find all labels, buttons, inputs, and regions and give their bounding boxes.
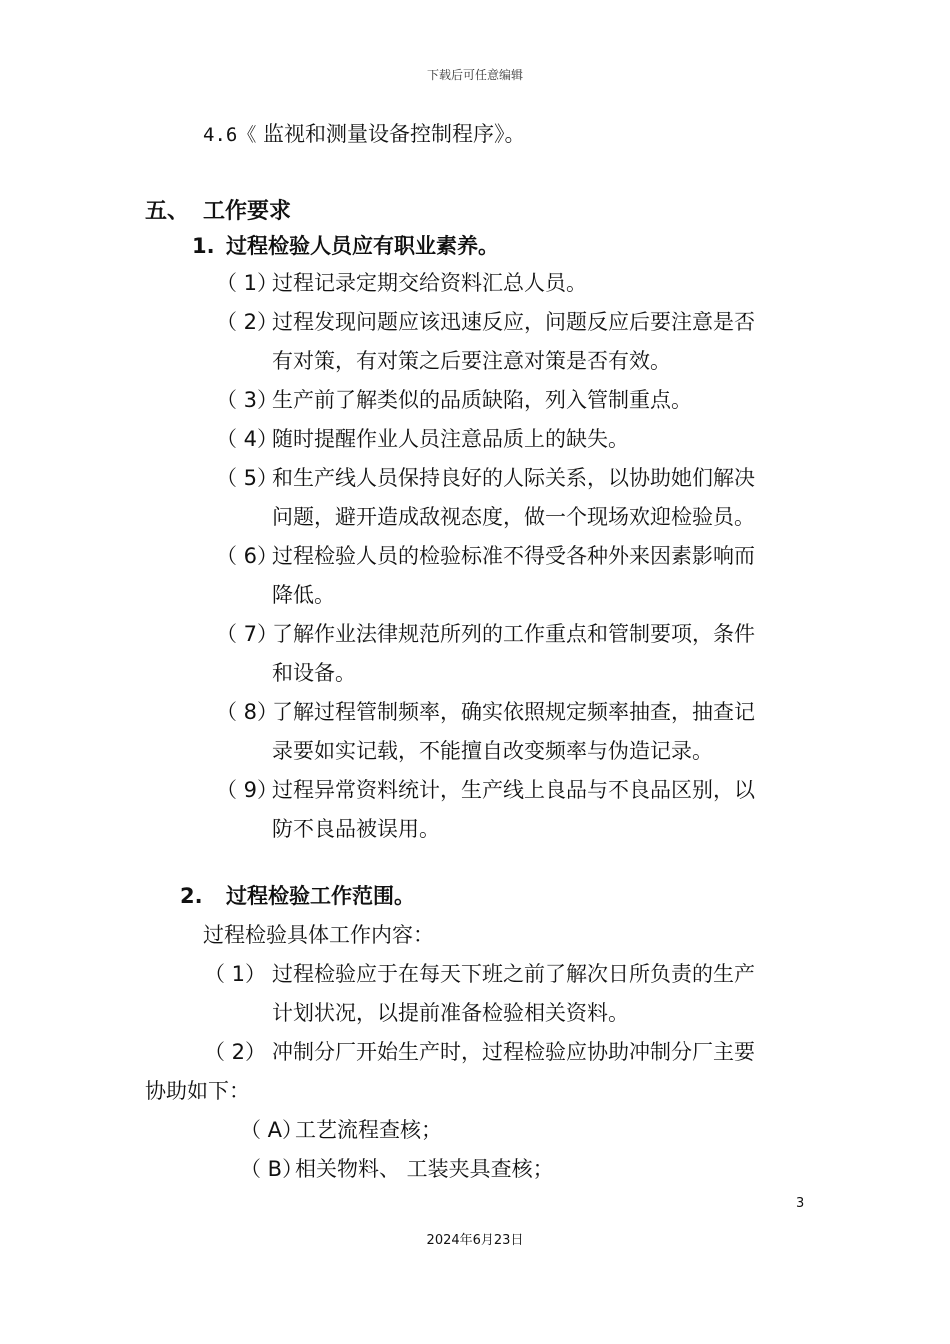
requirement-item-5-line-1: 和生产线人员保持良好的人际关系，以协助她们解决 bbox=[272, 466, 755, 490]
requirement-item-7-line-2: 和设备。 bbox=[272, 661, 356, 685]
subitem-a-number: （ A） bbox=[240, 1118, 304, 1142]
requirement-item-4-number: （ 4） bbox=[216, 427, 279, 451]
scope-item-1-number: （ 1） bbox=[204, 962, 267, 986]
section-5-title: 工作要求 bbox=[203, 199, 292, 224]
requirement-item-7-number: （ 7） bbox=[216, 622, 279, 646]
requirement-item-2-number: （ 2） bbox=[216, 310, 279, 334]
subsection-2-title: 过程检验工作范围。 bbox=[226, 884, 415, 908]
scope-intro: 过程检验具体工作内容： bbox=[203, 923, 434, 947]
page-number: 3 bbox=[796, 1196, 805, 1211]
requirement-item-1-line-1: 过程记录定期交给资料汇总人员。 bbox=[272, 271, 587, 295]
requirement-item-8-line-1: 了解过程管制频率，确实依照规定频率抽查，抽查记 bbox=[272, 700, 755, 724]
scope-item-2-continuation: 协助如下： bbox=[145, 1079, 250, 1103]
requirement-item-8-number: （ 8） bbox=[216, 700, 279, 724]
requirement-item-7-line-1: 了解作业法律规范所列的工作重点和管制要项，条件 bbox=[272, 622, 755, 646]
requirement-item-9-number: （ 9） bbox=[216, 778, 279, 802]
requirement-item-3-number: （ 3） bbox=[216, 388, 279, 412]
requirement-item-2-line-2: 有对策，有对策之后要注意对策是否有效。 bbox=[272, 349, 671, 373]
requirement-item-3-line-1: 生产前了解类似的品质缺陷，列入管制重点。 bbox=[272, 388, 692, 412]
requirement-item-5-line-2: 问题，避开造成敌视态度，做一个现场欢迎检验员。 bbox=[272, 505, 755, 529]
requirement-item-9-line-2: 防不良品被误用。 bbox=[272, 817, 440, 841]
scope-item-2-number: （ 2） bbox=[204, 1040, 267, 1064]
requirement-item-9-line-1: 过程异常资料统计，生产线上良品与不良品区别，以 bbox=[272, 778, 755, 802]
requirement-item-8-line-2: 录要如实记载，不能擅自改变频率与伪造记录。 bbox=[272, 739, 713, 763]
subitem-b-text: 相关物料、 工装夹具查核； bbox=[295, 1157, 554, 1181]
section-5-number: 五、 bbox=[145, 199, 190, 224]
subsection-1-title: 过程检验人员应有职业素养。 bbox=[226, 234, 499, 258]
ref-text: 监视和测量设备控制程序》。 bbox=[263, 122, 526, 146]
ref-line bbox=[203, 120, 526, 149]
requirement-item-1-number: （ 1） bbox=[216, 271, 279, 295]
requirement-item-5-number: （ 5） bbox=[216, 466, 279, 490]
ref-number: 4.6《 bbox=[203, 124, 257, 146]
requirement-item-4-line-1: 随时提醒作业人员注意品质上的缺失。 bbox=[272, 427, 629, 451]
scope-item-1-line-1: 过程检验应于在每天下班之前了解次日所负责的生产 bbox=[272, 962, 755, 986]
requirement-item-6-number: （ 6） bbox=[216, 544, 279, 568]
scope-item-1-line-2: 计划状况，以提前准备检验相关资料。 bbox=[272, 1001, 629, 1025]
requirement-item-6-line-1: 过程检验人员的检验标准不得受各种外来因素影响而 bbox=[272, 544, 755, 568]
subsection-2-number: 2. bbox=[180, 884, 203, 908]
requirement-item-6-line-2: 降低。 bbox=[272, 583, 335, 607]
subitem-b-number: （ B） bbox=[240, 1157, 304, 1181]
subitem-a-text: 工艺流程查核； bbox=[295, 1118, 442, 1142]
subsection-1-number: 1. bbox=[192, 234, 215, 258]
scope-item-2-line-1: 冲制分厂开始生产时，过程检验应协助冲制分厂主要 bbox=[272, 1040, 755, 1064]
page-header: 下载后可任意编辑 bbox=[426, 68, 523, 82]
footer-date: 2024年6月23日 bbox=[426, 1233, 524, 1248]
requirement-item-2-line-1: 过程发现问题应该迅速反应，问题反应后要注意是否 bbox=[272, 310, 755, 334]
